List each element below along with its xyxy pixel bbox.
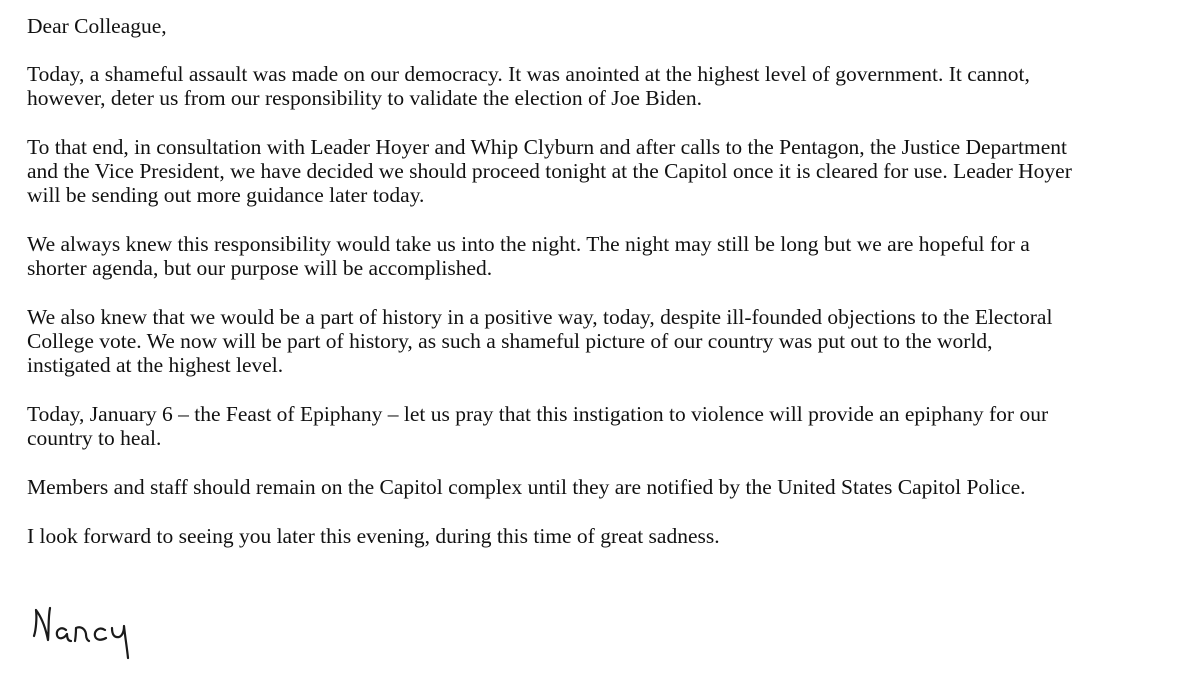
paragraph-line: will be sending out more guidance later today. — [27, 183, 425, 207]
salutation: Dear Colleague, — [27, 14, 167, 38]
paragraph-line: and the Vice President, we have decided we should proceed tonight at the Capitol once it is cleared for use. Leader Hoyer — [27, 159, 1072, 183]
paragraph-proceed-tonight — [27, 135, 1192, 207]
paragraph-line: shorter agenda, but our purpose will be accomplished. — [27, 256, 493, 280]
paragraph-line: Today, a shameful assault was made on our democracy. It was anointed at the highest level of government. It cannot, — [27, 62, 1030, 86]
paragraph-line: however, deter us from our responsibility to validate the election of Joe Biden. — [27, 86, 703, 110]
paragraph-line: Members and staff should remain on the Capitol complex until they are notified by the United States Capitol Police. — [27, 475, 1026, 499]
paragraph-line: We also knew that we would be a part of history in a positive way, today, despite ill-founded objections to the Electoral — [27, 305, 1053, 329]
paragraph-line: country to heal. — [27, 426, 162, 450]
handwritten-signature-icon — [28, 600, 178, 670]
paragraph-line: instigated at the highest level. — [27, 353, 284, 377]
paragraph-line: I look forward to seeing you later this evening, during this time of great sadness. — [27, 524, 720, 548]
paragraph-into-the-night — [27, 232, 1192, 280]
paragraph-line: We always knew this responsibility would take us into the night. The night may still be long but we are hopeful for a — [27, 232, 1030, 256]
paragraph-line: To that end, in consultation with Leader Hoyer and Whip Clyburn and after calls to the Pentagon, the Justice Department — [27, 135, 1067, 159]
signature-nancy — [28, 600, 178, 670]
paragraph-line: College vote. We now will be part of history, as such a shameful picture of our country was put out to the world, — [27, 329, 993, 353]
paragraph-capitol-police — [27, 475, 1192, 499]
paragraph-closing — [27, 524, 1192, 548]
paragraph-line: Today, January 6 – the Feast of Epiphany – let us pray that this instigation to violence will provide an epiphany for our — [27, 402, 1049, 426]
letter-body — [27, 14, 1192, 573]
paragraph-assault — [27, 62, 1192, 110]
paragraph-part-of-history — [27, 305, 1192, 377]
paragraph-epiphany — [27, 402, 1192, 450]
